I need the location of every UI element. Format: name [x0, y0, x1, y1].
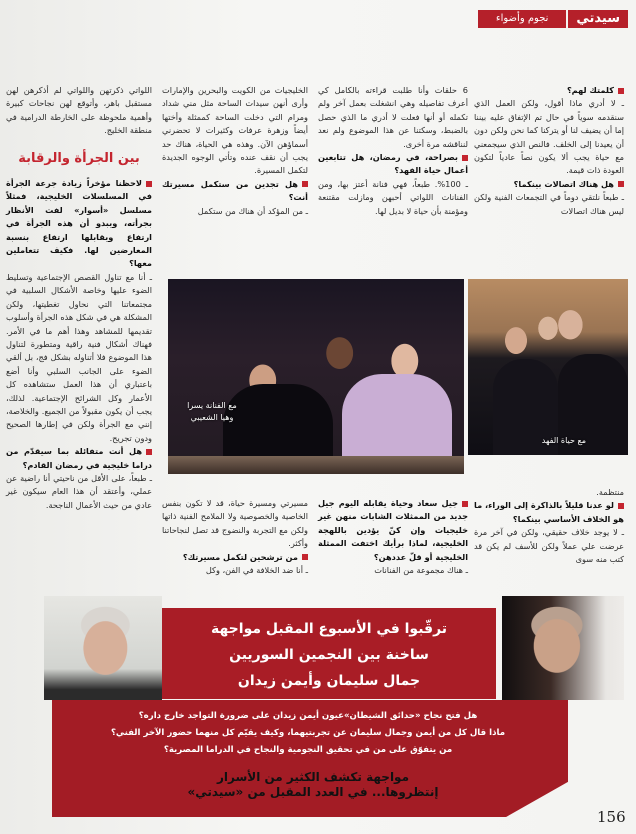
- photo-with-yousra-and-haya: [168, 279, 464, 474]
- article-column-3: [162, 84, 308, 218]
- question: بصراحة، في رمضان، هل تتابعين أعمال حياة الفهد؟: [318, 151, 468, 178]
- photo-caption: [180, 400, 244, 424]
- question: هل أنت متفائلة بما سيقدّم من دراما خليجية في رمضان القادم؟: [6, 445, 152, 472]
- answer: ـ أنا ضد الخلافة في الفن، وكل: [205, 565, 308, 576]
- portrait-jamal-suleiman: [502, 596, 624, 700]
- promo-headline-line: جمال سليمان وأيمن زيدان: [237, 673, 421, 689]
- question: جيل سعاد وحياة يقابله اليوم جيل جديد من الممثلات الشابات منهن غير خليجيات وإن كنّ يؤدين باللهجة الخليجية، لماذا برأيك اختفت الممثلة الخليجية أو قلّ عددهن؟: [318, 497, 468, 564]
- answer: الخليجيات من الكويت والبحرين والإمارات وأرى أنهن سيدات الساحة مثل مني شداد ومرام التي دخلت الساحة كممثلة وأختها أيضاً وزهرة عرفات وكثيرات لا تحضرني أسماؤهن الآن. وهذه هي الحياة، هناك حد يجب أن نقف عنده وتأتي الوجوه الجديدة لتكمل المسيرة.: [162, 85, 308, 176]
- photo-with-hayat-alfahad: [468, 279, 628, 455]
- question: كلمتك لهم؟: [474, 84, 624, 97]
- answer: ـ لا أدري ماذا أقول، ولكن العمل الذي سنقدمه سوياً في حال تم الإتفاق عليه بيننا إما أن يضيف لنا أو يتركنا كما نحن ولكن دون أن يعيدنا إلى الخلف. فالنص الذي سيجمعني مع حياة يجب ألا يكون نصاً عادياً لتكون العودة ذات قيمة.: [474, 98, 624, 176]
- caption-line: وهيا الشعيبي: [190, 413, 234, 422]
- answer: اللواتي ذكرتهن واللواتي لم أذكرهن لهن مستقبل باهر، وأتوقع لهن نجاحات كبيرة وأهمية ملحوظة على الخارطة الدرامية في منطقة الخليج.: [6, 85, 152, 136]
- answer: مسيرتي ومسيرة حياة، قد لا تكون بنفس الخاصية والخصوصية ولا الملامح الفنية ذاتها ولكن مع التجربة والنضوج قد تصل لنجاحاتنا وأكثر.: [162, 498, 308, 549]
- promo-headline-line: ترقّبوا في الأسبوع المقبل مواجهة: [210, 621, 448, 637]
- article-column-2: [318, 84, 468, 218]
- answer: 6 حلقات وأنا طلبت قراءته بالكامل كي أعرف تفاصيله وهي انشغلت بعمل آخر ولم تكمله أو أنها فعلت لا أدري ما الذي حصل بالضبط، وسكتنا عن هذا الموضوع ولم نعد لنناقشه مرة أخرى.: [318, 85, 468, 149]
- promo-question: هل فتح نجاح «حدائق الشيطان»عيون أيمن زيدان على ضرورة التواجد خارج داره؟: [138, 711, 478, 721]
- magazine-logo: سيدتي: [568, 10, 628, 28]
- promo-headline-line: ساخنة بين النجمين السوريين: [229, 647, 429, 663]
- page-number: 156: [597, 808, 626, 826]
- answer: ـ لا يوجد خلاف حقيقي، ولكن في آخر مرة عرضت علي عملاً ولكن للأسف لم يكن قد كتب منه سوى: [474, 527, 624, 565]
- question: لو عدنا قليلاً بالذاكرة إلى الوراء، ما هو الخلاف الأساسي بينكما؟: [474, 499, 624, 526]
- question: لاحظنا مؤخراً زيادة جرعة الجرأة في المسلسلات الخليجية، فمثلاً مسلسل «أسوار» لفت الأنظار بجرأته، ويبدو أن هذه الجرأة في ارتفاع ويقابلها ارتفاع بنسبة المعارضين لها. فكيف تتعاملين معها؟: [6, 177, 152, 271]
- question: هل تجدين من ستكمل مسيرتك أنت؟: [162, 178, 308, 205]
- answer: ـ من المؤكد أن هناك من ستكمل: [197, 205, 308, 216]
- lower-column-2: [318, 497, 468, 577]
- lower-column-1: [474, 486, 624, 566]
- answer: ـ 100%. طبعاً، فهي فنانة أعتز بها، ومن الفنانات اللواتي أحبهن ومازلت مقتنعة ومؤمنة بأن حياة لا بديل لها.: [318, 178, 468, 216]
- answer: ـ طبعاً نلتقي دوماً في التجمعات الفنية ولكن ليس هناك اتصالات: [474, 192, 624, 216]
- section-title: نجوم وأضواء: [478, 10, 566, 28]
- lower-column-3: [162, 497, 308, 577]
- promo-headline: [162, 608, 496, 699]
- question: هل هناك اتصالات بينكما؟: [474, 178, 624, 191]
- promo-tagline-line: إنتظروها... في العدد المقبل من «سيدتي»: [187, 785, 439, 799]
- section-subheading: بين الجرأة والرقابة: [18, 150, 140, 166]
- promo-question: ماذا قال كل من أيمن وجمال سليمان عن تجربتيهما، وكيف يقيّم كل منهما حضور الآخر الفني؟: [110, 728, 506, 738]
- promo-question: من يتفوّق على من في تحقيق النجومية والنجاح في الدراما المصرية؟: [163, 745, 453, 755]
- promo-tagline-line: مواجهة تكشف الكثير من الأسرار: [216, 770, 410, 784]
- question: من ترشحين لتكمل مسيرتك؟: [162, 551, 308, 564]
- dinner-table: [168, 456, 464, 474]
- page-header: [478, 10, 628, 28]
- answer: ـ هناك مجموعة من الفنانات: [374, 565, 468, 576]
- article-column-4: [6, 84, 152, 512]
- answer: منتظمة.: [596, 487, 624, 497]
- promo-questions: [70, 708, 546, 759]
- portrait-ayman-zidan: [44, 596, 162, 700]
- answer: ـ أنا مع تناول القصص الإجتماعية وتسليط الضوء عليها وخاصة الأشكال السلبية في مجتمعاتنا التي نحاول تغطيتها، ولكن المشكلة هي في شكل هذه الجرأة وأسلوب تقديمها للمشاهد وهذا أهم ما في الأمر. فهناك أشكال فنية راقية ومتطورة لتناول هذا الموضوع فلا أتناوله بشكل فج، بل ألقي الضوء على الجانب السلبي وأنا أضع باعتباري أن هذا العمل ستشاهده كل الأعمار وكل الشرائح الإجتماعية. لذلك، يجب أن يكون مقبولاً من الجميع. والخلاصة، إنني مع الجرأة ولكن في إطارها الصحيح ودون تجريح.: [6, 271, 152, 443]
- caption-line: مع الفنانة يسرا: [187, 401, 237, 410]
- promo-tagline: [150, 770, 476, 800]
- answer: ـ طبعاً، على الأقل من ناحيتي أنا راضية عن عملي، وأعتقد أن هذا العام سيكون غير عادي من حيث الأعمال الناجحة.: [6, 472, 152, 510]
- article-column-1: [474, 84, 624, 218]
- photo-caption: مع حياة الفهد: [541, 436, 586, 445]
